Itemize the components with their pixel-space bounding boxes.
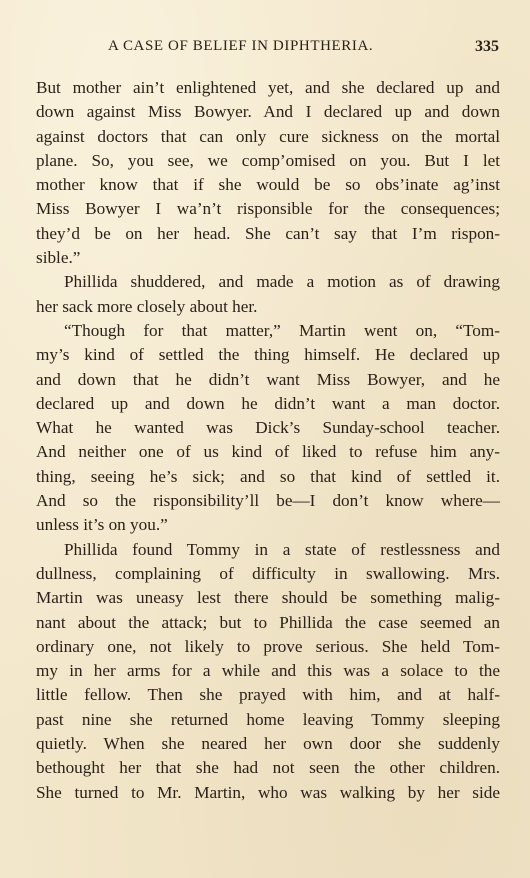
text-line: And neither one of us kind of liked to refuse him any- bbox=[36, 442, 500, 462]
text-line: What he wanted was Dick’s Sunday-school teacher. bbox=[36, 418, 500, 438]
text-line: sible.” bbox=[36, 248, 81, 268]
text-line: bethought her that she had not seen the other children. bbox=[36, 758, 500, 778]
text-line: thing, seeing he’s sick; and so that kind of settled it. bbox=[36, 466, 500, 486]
text-line: Phillida shuddered, and made a motion as of drawing bbox=[64, 272, 500, 292]
paragraph bbox=[36, 319, 500, 538]
page-header bbox=[0, 38, 530, 64]
text-line: down against Miss Bowyer. And I declared up and down bbox=[36, 102, 500, 122]
text-line: She turned to Mr. Martin, who was walking by her side bbox=[36, 782, 500, 802]
text-line: and down that he didn’t want Miss Bowyer, and he bbox=[36, 369, 500, 389]
text-line: Phillida found Tommy in a state of restlessness and bbox=[64, 539, 500, 559]
text-line: past nine she returned home leaving Tommy sleeping bbox=[36, 709, 500, 729]
text-line: nant about the attack; but to Phillida the case seemed an bbox=[36, 612, 500, 632]
text-line: my’s kind of settled the thing himself. He declared up bbox=[36, 345, 500, 365]
text-line: my in her arms for a while and this was a solace to the bbox=[36, 661, 500, 681]
text-line: Miss Bowyer I wa’n’t risponsible for the consequences; bbox=[36, 199, 500, 219]
text-line: And so the risponsibility’ll be—I don’t know where— bbox=[36, 491, 500, 511]
text-line: mother know that if she would be so obs’inate ag’inst bbox=[36, 175, 500, 195]
paragraph bbox=[36, 76, 500, 270]
page-number: 335 bbox=[475, 38, 499, 55]
running-title: A CASE OF BELIEF IN DIPHTHERIA. bbox=[108, 38, 374, 54]
text-line: dullness, complaining of difficulty in swallowing. Mrs. bbox=[36, 563, 500, 583]
body-text bbox=[36, 76, 500, 805]
text-line: against doctors that can only cure sickness on the mortal bbox=[36, 126, 500, 146]
text-line: little fellow. Then she prayed with him, and at half- bbox=[36, 685, 500, 705]
text-line: unless it’s on you.” bbox=[36, 515, 168, 535]
text-line: plane. So, you see, we comp’omised on you. But I let bbox=[36, 150, 500, 170]
text-line: ordinary one, not likely to prove serious. She held Tom- bbox=[36, 636, 500, 656]
paragraph bbox=[36, 538, 500, 805]
text-line: But mother ain’t enlightened yet, and she declared up and bbox=[36, 78, 500, 97]
text-line: Martin was uneasy lest there should be something malig- bbox=[36, 588, 500, 608]
text-line: “Though for that matter,” Martin went on, “Tom- bbox=[64, 320, 500, 340]
text-line: quietly. When she neared her own door she suddenly bbox=[36, 734, 500, 754]
text-line: they’d be on her head. She can’t say that I’m rispon- bbox=[36, 223, 500, 243]
text-line: her sack more closely about her. bbox=[36, 296, 258, 316]
paragraph bbox=[36, 270, 500, 319]
text-line: declared up and down he didn’t want a man doctor. bbox=[36, 393, 500, 413]
